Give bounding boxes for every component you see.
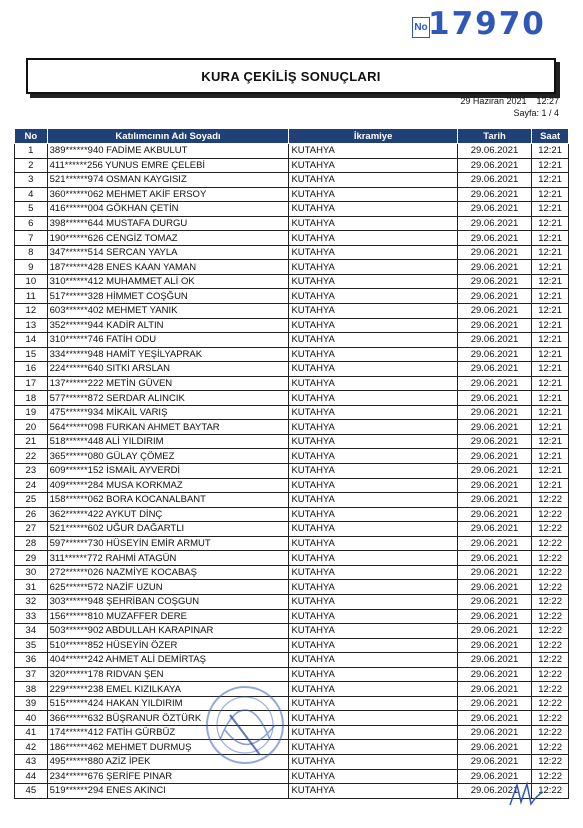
date-cell: 29.06.2021 <box>457 565 531 580</box>
participant-name: 503******902 ABDULLAH KARAPINAR <box>47 624 289 639</box>
time-cell: 12:22 <box>532 507 569 522</box>
participant-name: 334******948 HAMİT YEŞİLYAPRAK <box>47 347 289 362</box>
date-cell: 29.06.2021 <box>457 653 531 668</box>
table-row <box>15 289 569 304</box>
date-cell: 29.06.2021 <box>457 158 531 173</box>
participant-name: 137******222 METİN GÜVEN <box>47 376 289 391</box>
table-row <box>15 405 569 420</box>
table-row <box>15 449 569 464</box>
prize-cell: KUTAHYA <box>289 420 457 435</box>
table-row <box>15 144 569 159</box>
prize-cell: KUTAHYA <box>289 144 457 159</box>
date-cell: 29.06.2021 <box>457 362 531 377</box>
time-cell: 12:21 <box>532 376 569 391</box>
time-cell: 12:22 <box>532 740 569 755</box>
row-number: 24 <box>15 478 48 493</box>
row-number: 28 <box>15 536 48 551</box>
col-header-prize: İkramiye <box>289 129 457 144</box>
row-number: 33 <box>15 609 48 624</box>
prize-cell: KUTAHYA <box>289 725 457 740</box>
table-row <box>15 478 569 493</box>
table-row <box>15 420 569 435</box>
row-number: 27 <box>15 522 48 537</box>
date-cell: 29.06.2021 <box>457 289 531 304</box>
row-number: 11 <box>15 289 48 304</box>
prize-cell: KUTAHYA <box>289 784 457 799</box>
row-number: 10 <box>15 274 48 289</box>
prize-cell: KUTAHYA <box>289 158 457 173</box>
table-row <box>15 216 569 231</box>
table-row <box>15 333 569 348</box>
prize-cell: KUTAHYA <box>289 711 457 726</box>
participant-name: 234******676 ŞERİFE PINAR <box>47 769 289 784</box>
table-row <box>15 362 569 377</box>
prize-cell: KUTAHYA <box>289 609 457 624</box>
row-number: 13 <box>15 318 48 333</box>
table-row <box>15 522 569 537</box>
date-cell: 29.06.2021 <box>457 420 531 435</box>
col-header-date: Tarih <box>457 129 531 144</box>
table-row <box>15 173 569 188</box>
time-cell: 12:22 <box>532 754 569 769</box>
date-cell: 29.06.2021 <box>457 449 531 464</box>
row-number: 22 <box>15 449 48 464</box>
document-time: 12:27 <box>536 96 559 106</box>
time-cell: 12:22 <box>532 522 569 537</box>
participant-name: 366******632 BÜŞRANUR ÖZTÜRK <box>47 711 289 726</box>
prize-cell: KUTAHYA <box>289 449 457 464</box>
date-cell: 29.06.2021 <box>457 173 531 188</box>
row-number: 16 <box>15 362 48 377</box>
table-row <box>15 231 569 246</box>
prize-cell: KUTAHYA <box>289 565 457 580</box>
participant-name: 404******242 AHMET ALİ DEMİRTAŞ <box>47 653 289 668</box>
row-number: 19 <box>15 405 48 420</box>
table-row <box>15 638 569 653</box>
participant-name: 156******810 MUZAFFER DERE <box>47 609 289 624</box>
time-cell: 12:21 <box>532 202 569 217</box>
col-header-time: Saat <box>532 129 569 144</box>
table-row <box>15 434 569 449</box>
row-number: 12 <box>15 304 48 319</box>
prize-cell: KUTAHYA <box>289 434 457 449</box>
date-cell: 29.06.2021 <box>457 507 531 522</box>
date-cell: 29.06.2021 <box>457 754 531 769</box>
prize-cell: KUTAHYA <box>289 653 457 668</box>
row-number: 2 <box>15 158 48 173</box>
row-number: 17 <box>15 376 48 391</box>
date-cell: 29.06.2021 <box>457 144 531 159</box>
prize-cell: KUTAHYA <box>289 464 457 479</box>
table-row <box>15 784 569 799</box>
prize-cell: KUTAHYA <box>289 304 457 319</box>
time-cell: 12:22 <box>532 638 569 653</box>
prize-cell: KUTAHYA <box>289 493 457 508</box>
col-header-name: Katılımcının Adı Soyadı <box>47 129 289 144</box>
table-row <box>15 391 569 406</box>
prize-cell: KUTAHYA <box>289 682 457 697</box>
row-number: 41 <box>15 725 48 740</box>
date-cell: 29.06.2021 <box>457 551 531 566</box>
time-cell: 12:21 <box>532 391 569 406</box>
participant-name: 190******626 CENGİZ TOMAZ <box>47 231 289 246</box>
prize-cell: KUTAHYA <box>289 202 457 217</box>
row-number: 38 <box>15 682 48 697</box>
participant-name: 475******934 MİKAİL VARIŞ <box>47 405 289 420</box>
time-cell: 12:21 <box>532 304 569 319</box>
time-cell: 12:21 <box>532 434 569 449</box>
time-cell: 12:21 <box>532 405 569 420</box>
row-number: 21 <box>15 434 48 449</box>
date-cell: 29.06.2021 <box>457 347 531 362</box>
date-cell: 29.06.2021 <box>457 187 531 202</box>
participant-name: 416******004 GÖKHAN ÇETİN <box>47 202 289 217</box>
date-cell: 29.06.2021 <box>457 594 531 609</box>
table-row <box>15 667 569 682</box>
table-row <box>15 260 569 275</box>
time-cell: 12:22 <box>532 653 569 668</box>
prize-cell: KUTAHYA <box>289 318 457 333</box>
date-cell: 29.06.2021 <box>457 464 531 479</box>
date-cell: 29.06.2021 <box>457 478 531 493</box>
row-number: 32 <box>15 594 48 609</box>
table-row <box>15 304 569 319</box>
prize-cell: KUTAHYA <box>289 624 457 639</box>
stamp-prefix: No <box>412 17 430 38</box>
participant-name: 398******644 MUSTAFA DURGU <box>47 216 289 231</box>
date-cell: 29.06.2021 <box>457 740 531 755</box>
table-row <box>15 580 569 595</box>
prize-cell: KUTAHYA <box>289 274 457 289</box>
date-cell: 29.06.2021 <box>457 696 531 711</box>
row-number: 45 <box>15 784 48 799</box>
time-cell: 12:21 <box>532 245 569 260</box>
time-cell: 12:21 <box>532 333 569 348</box>
time-cell: 12:22 <box>532 784 569 799</box>
time-cell: 12:22 <box>532 594 569 609</box>
date-cell: 29.06.2021 <box>457 434 531 449</box>
table-row <box>15 682 569 697</box>
row-number: 39 <box>15 696 48 711</box>
table-row <box>15 202 569 217</box>
col-header-no: No <box>15 129 48 144</box>
prize-cell: KUTAHYA <box>289 376 457 391</box>
prize-cell: KUTAHYA <box>289 551 457 566</box>
time-cell: 12:22 <box>532 725 569 740</box>
table-row <box>15 565 569 580</box>
time-cell: 12:22 <box>532 711 569 726</box>
participant-name: 411******256 YUNUS EMRE ÇELEBİ <box>47 158 289 173</box>
participant-name: 510******852 HÜSEYİN ÖZER <box>47 638 289 653</box>
date-cell: 29.06.2021 <box>457 769 531 784</box>
participant-name: 389******940 FADİME AKBULUT <box>47 144 289 159</box>
table-body <box>15 144 569 799</box>
row-number: 42 <box>15 740 48 755</box>
row-number: 37 <box>15 667 48 682</box>
date-cell: 29.06.2021 <box>457 784 531 799</box>
participant-name: 320******178 RIDVAN ŞEN <box>47 667 289 682</box>
time-cell: 12:22 <box>532 667 569 682</box>
prize-cell: KUTAHYA <box>289 696 457 711</box>
time-cell: 12:22 <box>532 609 569 624</box>
date-cell: 29.06.2021 <box>457 667 531 682</box>
table-row <box>15 624 569 639</box>
participant-name: 229******238 EMEL KIZILKAYA <box>47 682 289 697</box>
prize-cell: KUTAHYA <box>289 754 457 769</box>
date-cell: 29.06.2021 <box>457 580 531 595</box>
row-number: 26 <box>15 507 48 522</box>
time-cell: 12:21 <box>532 289 569 304</box>
row-number: 6 <box>15 216 48 231</box>
date-cell: 29.06.2021 <box>457 216 531 231</box>
participant-name: 352******944 KADİR ALTIN <box>47 318 289 333</box>
time-cell: 12:21 <box>532 420 569 435</box>
date-cell: 29.06.2021 <box>457 304 531 319</box>
prize-cell: KUTAHYA <box>289 507 457 522</box>
row-number: 20 <box>15 420 48 435</box>
time-cell: 12:21 <box>532 231 569 246</box>
participant-name: 519******294 ENES AKINCI <box>47 784 289 799</box>
participant-name: 303******948 ŞEHRİBAN COŞGUN <box>47 594 289 609</box>
table-row <box>15 696 569 711</box>
time-cell: 12:22 <box>532 580 569 595</box>
row-number: 31 <box>15 580 48 595</box>
prize-cell: KUTAHYA <box>289 289 457 304</box>
date-cell: 29.06.2021 <box>457 536 531 551</box>
table-row <box>15 318 569 333</box>
prize-cell: KUTAHYA <box>289 769 457 784</box>
participant-name: 597******730 HÜSEYİN EMİR ARMUT <box>47 536 289 551</box>
prize-cell: KUTAHYA <box>289 522 457 537</box>
row-number: 23 <box>15 464 48 479</box>
document-number-stamp: 17970 <box>428 6 546 42</box>
participant-name: 310******412 MUHAMMET ALİ OK <box>47 274 289 289</box>
participant-name: 521******974 OSMAN KAYGISIZ <box>47 173 289 188</box>
table-row <box>15 653 569 668</box>
table-row <box>15 725 569 740</box>
row-number: 1 <box>15 144 48 159</box>
participant-name: 409******284 MUSA KORKMAZ <box>47 478 289 493</box>
time-cell: 12:21 <box>532 478 569 493</box>
row-number: 14 <box>15 333 48 348</box>
date-cell: 29.06.2021 <box>457 391 531 406</box>
table-row <box>15 507 569 522</box>
prize-cell: KUTAHYA <box>289 391 457 406</box>
table-row <box>15 347 569 362</box>
time-cell: 12:22 <box>532 696 569 711</box>
time-cell: 12:22 <box>532 493 569 508</box>
prize-cell: KUTAHYA <box>289 231 457 246</box>
prize-cell: KUTAHYA <box>289 405 457 420</box>
date-cell: 29.06.2021 <box>457 522 531 537</box>
date-cell: 29.06.2021 <box>457 318 531 333</box>
participant-name: 625******572 NAZİF UZUN <box>47 580 289 595</box>
prize-cell: KUTAHYA <box>289 594 457 609</box>
date-cell: 29.06.2021 <box>457 711 531 726</box>
prize-cell: KUTAHYA <box>289 260 457 275</box>
time-cell: 12:21 <box>532 464 569 479</box>
participant-name: 518******448 ALİ YILDIRIM <box>47 434 289 449</box>
row-number: 40 <box>15 711 48 726</box>
document-date: 29 Haziran 2021 <box>460 96 527 106</box>
row-number: 18 <box>15 391 48 406</box>
row-number: 29 <box>15 551 48 566</box>
participant-name: 495******880 AZİZ İPEK <box>47 754 289 769</box>
time-cell: 12:21 <box>532 158 569 173</box>
table-row <box>15 376 569 391</box>
date-cell: 29.06.2021 <box>457 725 531 740</box>
table-row <box>15 551 569 566</box>
date-cell: 29.06.2021 <box>457 376 531 391</box>
participant-name: 174******412 FATİH GÜRBÜZ <box>47 725 289 740</box>
participant-name: 347******514 SERCAN YAYLA <box>47 245 289 260</box>
row-number: 30 <box>15 565 48 580</box>
date-cell: 29.06.2021 <box>457 493 531 508</box>
table-row <box>15 493 569 508</box>
date-cell: 29.06.2021 <box>457 274 531 289</box>
participant-name: 186******462 MEHMET DURMUŞ <box>47 740 289 755</box>
date-cell: 29.06.2021 <box>457 202 531 217</box>
time-cell: 12:21 <box>532 173 569 188</box>
row-number: 5 <box>15 202 48 217</box>
participant-name: 311******772 RAHMİ ATAGÜN <box>47 551 289 566</box>
prize-cell: KUTAHYA <box>289 638 457 653</box>
date-cell: 29.06.2021 <box>457 682 531 697</box>
page-title: KURA ÇEKİLİŞ SONUÇLARI <box>201 68 381 84</box>
date-cell: 29.06.2021 <box>457 609 531 624</box>
prize-cell: KUTAHYA <box>289 536 457 551</box>
date-cell: 29.06.2021 <box>457 624 531 639</box>
participant-name: 515******424 HAKAN YILDIRIM <box>47 696 289 711</box>
date-cell: 29.06.2021 <box>457 231 531 246</box>
table-row <box>15 754 569 769</box>
participant-name: 564******098 FURKAN AHMET BAYTAR <box>47 420 289 435</box>
signature-icon <box>505 780 545 810</box>
table-row <box>15 464 569 479</box>
official-seal-icon <box>200 680 290 770</box>
participant-name: 609******152 İSMAİL AYVERDİ <box>47 464 289 479</box>
participant-name: 603******402 MEHMET YANIK <box>47 304 289 319</box>
row-number: 4 <box>15 187 48 202</box>
prize-cell: KUTAHYA <box>289 173 457 188</box>
time-cell: 12:21 <box>532 216 569 231</box>
table-header-row <box>15 129 569 144</box>
participant-name: 187******428 ENES KAAN YAMAN <box>47 260 289 275</box>
table-row <box>15 158 569 173</box>
table-row <box>15 609 569 624</box>
time-cell: 12:22 <box>532 551 569 566</box>
time-cell: 12:21 <box>532 144 569 159</box>
row-number: 34 <box>15 624 48 639</box>
participant-name: 360******062 MEHMET AKİF ERSOY <box>47 187 289 202</box>
prize-cell: KUTAHYA <box>289 347 457 362</box>
table-row <box>15 740 569 755</box>
time-cell: 12:22 <box>532 769 569 784</box>
table-row <box>15 187 569 202</box>
date-cell: 29.06.2021 <box>457 260 531 275</box>
row-number: 9 <box>15 260 48 275</box>
prize-cell: KUTAHYA <box>289 667 457 682</box>
page-indicator: Sayfa: 1 / 4 <box>513 108 559 118</box>
prize-cell: KUTAHYA <box>289 245 457 260</box>
participant-name: 272******026 NAZMİYE KOCABAŞ <box>47 565 289 580</box>
time-cell: 12:21 <box>532 187 569 202</box>
prize-cell: KUTAHYA <box>289 187 457 202</box>
prize-cell: KUTAHYA <box>289 740 457 755</box>
row-number: 3 <box>15 173 48 188</box>
participant-name: 310******746 FATİH ODU <box>47 333 289 348</box>
table-row <box>15 245 569 260</box>
time-cell: 12:21 <box>532 449 569 464</box>
participant-name: 517******328 HİMMET COŞĞUN <box>47 289 289 304</box>
prize-cell: KUTAHYA <box>289 216 457 231</box>
date-cell: 29.06.2021 <box>457 638 531 653</box>
time-cell: 12:22 <box>532 536 569 551</box>
time-cell: 12:22 <box>532 565 569 580</box>
date-cell: 29.06.2021 <box>457 333 531 348</box>
row-number: 43 <box>15 754 48 769</box>
row-number: 36 <box>15 653 48 668</box>
row-number: 7 <box>15 231 48 246</box>
date-cell: 29.06.2021 <box>457 405 531 420</box>
document-meta <box>460 95 559 119</box>
table-row <box>15 274 569 289</box>
participant-name: 365******080 GÜLAY ÇÖMEZ <box>47 449 289 464</box>
date-cell: 29.06.2021 <box>457 245 531 260</box>
participant-name: 158******062 BORA KOCANALBANT <box>47 493 289 508</box>
participant-name: 362******422 AYKUT DİNÇ <box>47 507 289 522</box>
row-number: 35 <box>15 638 48 653</box>
participant-name: 224******640 SITKI ARSLAN <box>47 362 289 377</box>
prize-cell: KUTAHYA <box>289 478 457 493</box>
table-row <box>15 711 569 726</box>
participant-name: 577******872 SERDAR ALINCIK <box>47 391 289 406</box>
time-cell: 12:22 <box>532 682 569 697</box>
time-cell: 12:22 <box>532 624 569 639</box>
time-cell: 12:21 <box>532 260 569 275</box>
prize-cell: KUTAHYA <box>289 580 457 595</box>
prize-cell: KUTAHYA <box>289 362 457 377</box>
prize-cell: KUTAHYA <box>289 333 457 348</box>
row-number: 8 <box>15 245 48 260</box>
row-number: 44 <box>15 769 48 784</box>
time-cell: 12:21 <box>532 274 569 289</box>
table-row <box>15 536 569 551</box>
title-box <box>26 58 556 94</box>
time-cell: 12:21 <box>532 347 569 362</box>
table-row <box>15 769 569 784</box>
time-cell: 12:21 <box>532 318 569 333</box>
row-number: 25 <box>15 493 48 508</box>
table-row <box>15 594 569 609</box>
results-table <box>14 128 569 799</box>
row-number: 15 <box>15 347 48 362</box>
time-cell: 12:21 <box>532 362 569 377</box>
participant-name: 521******602 UĞUR DAĞARTLI <box>47 522 289 537</box>
